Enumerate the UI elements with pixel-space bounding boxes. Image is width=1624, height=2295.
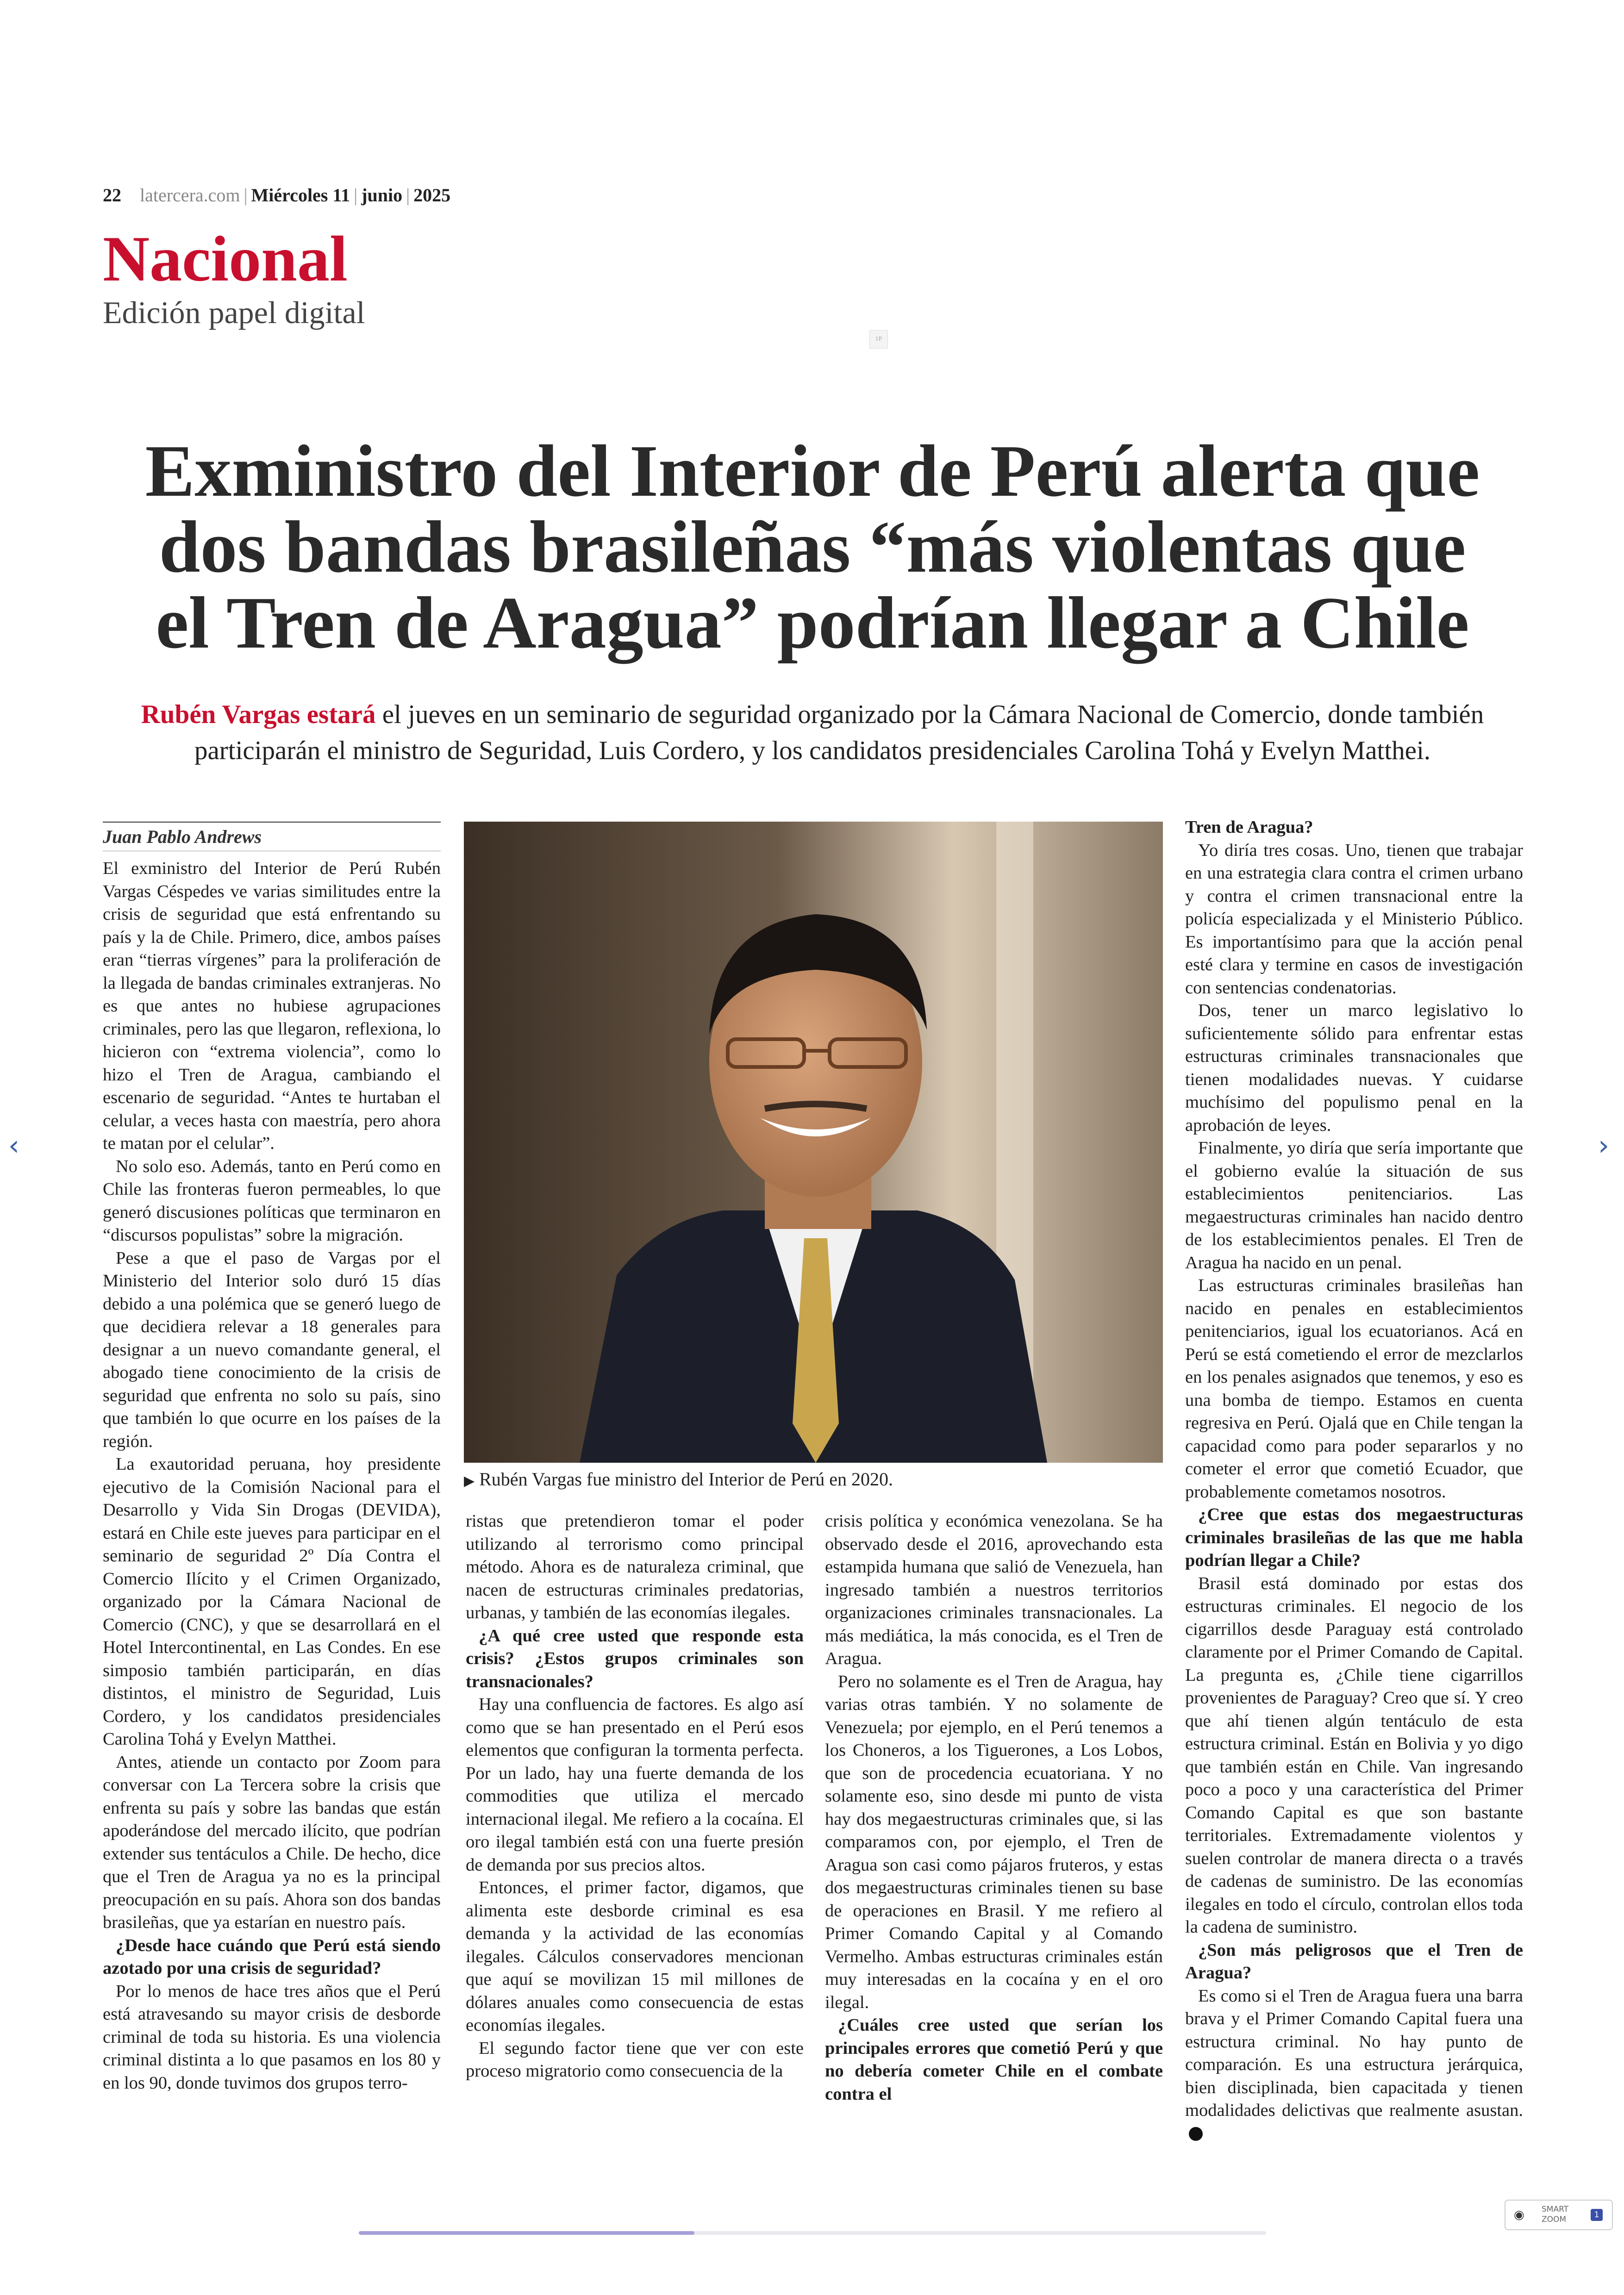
- caption-triangle-icon: ▶: [464, 1473, 475, 1489]
- next-page-button[interactable]: ›: [1598, 1129, 1609, 1162]
- headline-line: dos bandas brasileñas “más violentas que: [159, 505, 1466, 588]
- page-number: 22: [103, 185, 121, 206]
- paragraph: Entonces, el primer factor, digamos, que alimenta este desborde criminal es esa demanda y la actividad de las economías ilegales. Cálculos conservadores mencionan que aquí se movilizan 15 mil millones de dólares anuales como consecuencia de estas economías ilegales.: [466, 1878, 804, 2035]
- article-deck: [106, 697, 1518, 769]
- byline: Juan Pablo Andrews: [103, 826, 262, 847]
- interview-question: ¿Son más peligrosos que el Tren de Aragua?: [1185, 1940, 1523, 1983]
- paragraph: La exautoridad peruana, hoy presidente ejecutivo de la Comisión Nacional para el Desarrollo y Vida Sin Drogas (DEVIDA), estará en Chile este jueves para participar en el seminario de seguridad 2º Día Contra el Comercio Ilícito y el Crimen Organizado, organizado por la Cámara Nacional de Comercio (CNC), y que se desarrollará en el Hotel Intercontinental, en Las Condes. En ese simposio también participarán, en días distintos, el ministro de Seguridad, Luis Cordero, y los candidatos presidenciales Carolina Tohá y Evelyn Matthei.: [103, 1454, 441, 1749]
- portrait-illustration: [464, 822, 1163, 1463]
- date-month: junio: [361, 185, 403, 206]
- smart-zoom-label: SMART ZOOM: [1542, 2205, 1569, 2224]
- paragraph: El exministro del Interior de Perú Rubén Vargas Céspedes ve varias similitudes entre la crisis de seguridad que está enfrentando su país y la de Chile. Primero, dice, ambos países eran “tierras vírgenes” para la proliferación de la llegada de bandas criminales extranjeras. No es que antes no hubiese agrupaciones criminales, pero las que llegaron, reflexiona, lo hicieron con “extrema violencia”, como lo hizo el Tren de Aragua, cambiando el escenario de seguridad. “Antes te hurtaban el celular, a veces hasta con maestría, pero ahora te matan por el celular”.: [103, 859, 441, 1153]
- photo-caption: [464, 1468, 893, 1490]
- headline-line: el Tren de Aragua” podrían llegar a Chile: [156, 581, 1469, 664]
- deck-text: el jueves en un seminario de seguridad organizado por la Cámara Nacional de Comercio, donde también participarán el ministro de Seguridad, Luis Cordero, y los candidatos presidenciales Carolina Tohá y Evelyn Matthei.: [194, 700, 1484, 765]
- caption-text: Rubén Vargas fue ministro del Interior de Perú en 2020.: [479, 1469, 893, 1490]
- paragraph: Antes, atiende un contacto por Zoom para conversar con La Tercera sobre la crisis que enfrenta su país y sobre las bandas que están apoderándose del mercado ilícito, que podrían extender sus tentáculos a Chile. De hecho, dice que el Tren de Aragua ya no es la principal preocupación en su país. Ahora son dos bandas brasileñas, que ya estarían en nuestro país.: [103, 1752, 441, 1932]
- paragraph: Las estructuras criminales brasileñas han nacido en penales en establecimientos penitenciarios, igual los ecuatorianos. Acá en Perú se está cometiendo el error de mezclarlos en los penales asignados que tenemos, y eso es una bomba de tiempo. Estamos en cuenta regresiva en Perú. Ojalá que en Chile tengan la capacidad como para poder separarlos y no cometer el error que cometió Ecuador, que probablemente cometamos nosotros.: [1185, 1276, 1523, 1502]
- deck-lead: Rubén Vargas estará: [141, 700, 376, 729]
- paragraph: Brasil está dominado por estas dos estructuras criminales. El negocio de los cigarrillos desde Paraguay está controlado claramente por el Primer Comando de Capital. La pregunta es, ¿Chile tiene cigarrillos provenientes de Paraguay? Creo que sí. Y creo que ahí tienen algún tentáculo de esta estructura criminal. Están en Bolivia y yo digo que también están en Chile. Van ingresando poco a poco y una característica del Primer Comando Capital es que son bastante territoriales. Extremadamente violentos y suelen controlar de manera directa o a través de cadenas de suministro. De las economías ilegales en todo el círculo, controlan ellos toda la cadena de suministro.: [1185, 1573, 1523, 1937]
- interview-question: ¿Cree que estas dos megaestructuras criminales brasileñas de las que me habla podrían llegar a Chile?: [1185, 1505, 1523, 1570]
- article-column-2: [466, 1510, 804, 2083]
- page-progress-fill: [359, 2231, 694, 2235]
- paragraph: Finalmente, yo diría que sería importante que el gobierno evalúe la situación de sus establecimientos penitenciarios. Las megaestructuras criminales han nacido dentro de los establecimientos penales. El Tren de Aragua ha nacido en un penal.: [1185, 1138, 1523, 1272]
- article-photo: [464, 822, 1163, 1463]
- interview-question: ¿A qué cree usted que responde esta crisis? ¿Estos grupos criminales son transnacionales?: [466, 1626, 804, 1691]
- paragraph: Dos, tener un marco legislativo lo suficientemente sólido para enfrentar estas estructuras criminales transnacionales que tienen modalidades nuevas. Y cuidarse muchísimo del populismo penal en la aprobación de leyes.: [1185, 1001, 1523, 1135]
- article-headline: [74, 430, 1551, 664]
- date-weekday: Miércoles 11: [251, 185, 350, 206]
- paragraph: Hay una confluencia de factores. Es algo así como que se han presentado en el Perú esos elementos que configuran la tormenta perfecta. Por un lado, hay una fuerte demanda de los commodities que utiliza el mercado internacional ilegal. Me refiero a la cocaína. El oro ilegal también está con una fuerte presión de demanda por sus precios altos.: [466, 1695, 804, 1875]
- paragraph: ristas que pretendieron tomar el poder utilizando al terrorismo como principal método. Ahora es de naturaleza criminal, que nacen de estructuras criminales predatorias, urbanas, y también de las economías ilegales.: [466, 1511, 804, 1622]
- edition-label: Edición papel digital: [103, 295, 365, 330]
- site-name: latercera.com: [140, 185, 240, 206]
- paragraph: No solo eso. Además, tanto en Perú como en Chile las fronteras fueron permeables, lo que generó discusiones políticas que terminaron en “discursos populistas” sobre la migración.: [103, 1156, 441, 1245]
- paragraph: crisis política y económica venezolana. Se ha observado desde el 2016, aprovechando esta estampida humana que salió de Venezuela, han ingresado también a nuestros territorios organizaciones criminales transnacionales. La más mediática, la más conocida, es el Tren de Aragua.: [825, 1511, 1163, 1668]
- smart-zoom-badge: 1: [1591, 2209, 1603, 2221]
- paragraph: Por lo menos de hace tres años que el Perú está atravesando su mayor crisis de desborde criminal de toda su historia. Es una violencia criminal distinta a lo que pasamos en los 80 y en los 90, donde tuvimos dos grupos terro-: [103, 1981, 441, 2093]
- paragraph: [1185, 1985, 1523, 2145]
- page-marker[interactable]: 1P: [869, 330, 888, 349]
- paragraph: El segundo factor tiene que ver con este proceso migratorio como consecuencia de la: [466, 2038, 804, 2081]
- byline-rule: [103, 822, 441, 823]
- article-column-3: [825, 1510, 1163, 2106]
- paragraph: Yo diría tres cosas. Uno, tienen que trabajar en una estrategia clara contra el crimen urbano y contra el crimen transnacional entre la policía especializada y el Ministerio Público. Es importantísimo para que la acción penal esté clara y termine en casos de investigación con sentencias condenatorias.: [1185, 840, 1523, 998]
- paragraph: Pese a que el paso de Vargas por el Ministerio del Interior solo duró 15 días debido a una polémica que se generó luego de que decidiera relevar a 18 generales para designar a un nuevo comandante general, el abogado tiene conocimiento de la crisis de seguridad que enfrenta no solo su país, sino que también lo que ocurre en los países de la región.: [103, 1248, 441, 1451]
- section-title: Nacional: [103, 223, 348, 295]
- headline-line: Exministro del Interior de Perú alerta que: [145, 430, 1480, 512]
- article-column-4: [1185, 816, 1523, 2145]
- end-mark-icon: [1189, 2127, 1203, 2141]
- masthead: 22 latercera.com | Miércoles 11 | junio | 2025: [103, 185, 451, 206]
- paragraph-text: Es como si el Tren de Aragua fuera una barra brava y el Primer Comando Capital fuera una estructura criminal. No hay punto de comparación. Es una estructura jerárquica, bien disciplinada, bien capacitada y tienen modalidades delictivas que realmente asustan.: [1185, 1986, 1523, 2120]
- prev-page-button[interactable]: ‹: [8, 1129, 19, 1162]
- interview-question: ¿Desde hace cuándo que Perú está siendo azotado por una crisis de seguridad?: [103, 1935, 441, 1978]
- smart-zoom-button[interactable]: [1505, 2200, 1613, 2230]
- article-column-1: [103, 857, 441, 2095]
- interview-question: Tren de Aragua?: [1185, 817, 1313, 837]
- date-year: 2025: [413, 185, 451, 206]
- eye-icon: ◉: [1514, 2208, 1524, 2222]
- paragraph: Pero no solamente es el Tren de Aragua, hay varias otras también. Y no solamente de Venezuela; por ejemplo, en el Perú tenemos a los Choneros, a los Tiguerones, a Los Lobos, que son de procedencia ecuatoriana. Y no solamente eso, sino desde mi punto de vista hay dos megaestructuras criminales que, si las comparamos con, por ejemplo, el Tren de Aragua son casi como pájaros fruteros, y estas dos megaestructuras criminales tienen su base de operaciones en Brasil. Y me refiero al Primer Comando Capital y al Comando Vermelho. Ambas estructuras criminales están muy interesadas en la cocaína y en el oro ilegal.: [825, 1671, 1163, 2012]
- interview-question: ¿Cuáles cree usted que serían los principales errores que cometió Perú y que no debería cometer Chile en el combate contra el: [825, 2015, 1163, 2104]
